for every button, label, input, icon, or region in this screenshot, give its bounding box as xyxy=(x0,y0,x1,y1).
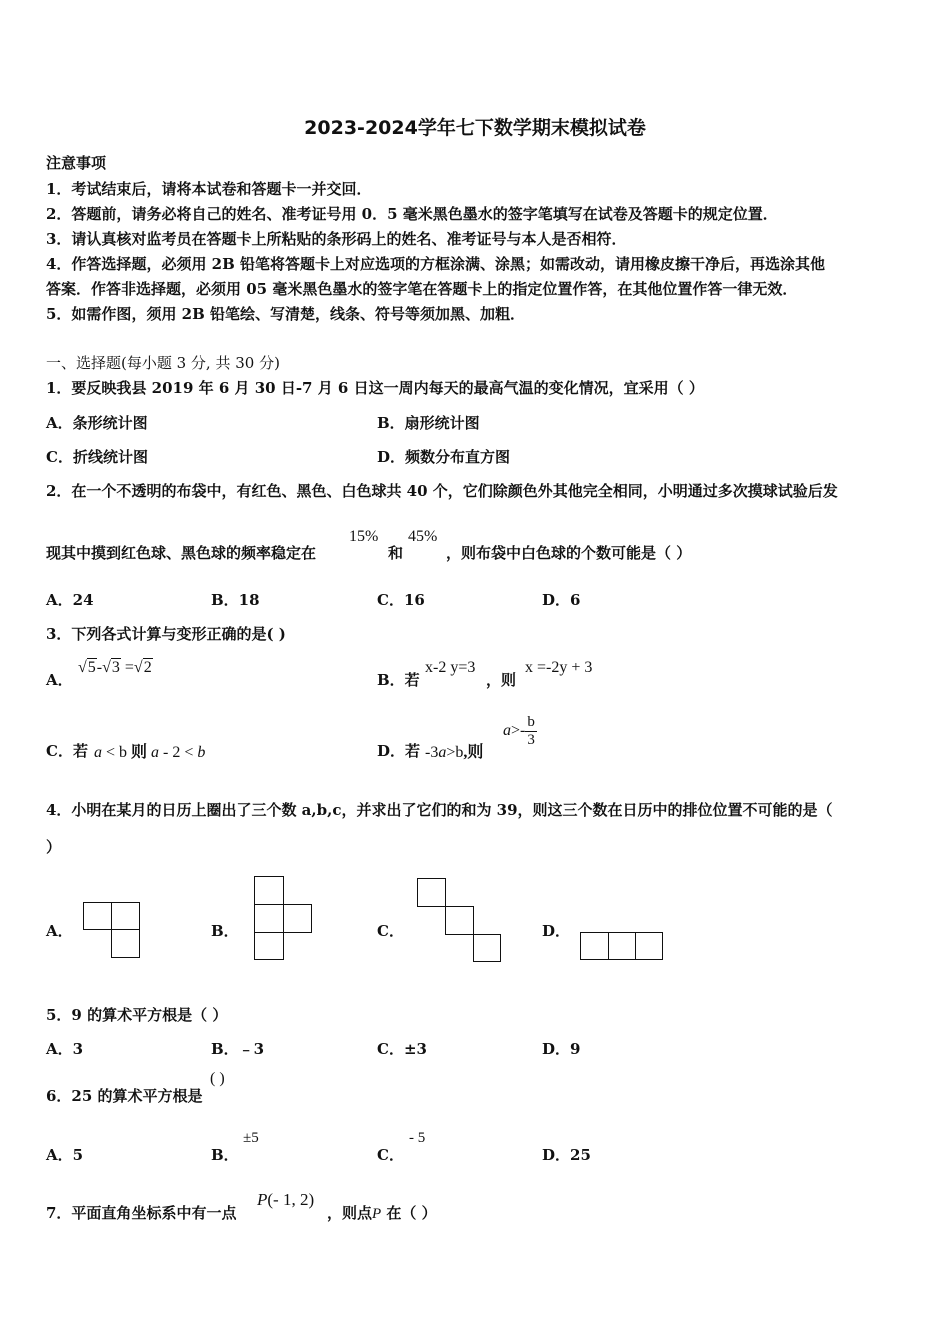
option-d: D．6 xyxy=(542,591,581,609)
option-a-label: A． xyxy=(46,922,73,940)
question-3-stem: 3．下列各式计算与变形正确的是( ) xyxy=(46,625,286,643)
option-b: B．18 xyxy=(211,591,260,609)
option-d: D．频数分布直方图 xyxy=(377,448,511,466)
option-d-label: D．若 xyxy=(377,742,421,760)
question-7-stem-rest: ，则点P 在（ ） xyxy=(327,1204,437,1222)
option-b-value: ±5 xyxy=(243,1130,259,1146)
option-d-label: D． xyxy=(542,922,571,940)
option-a-label: A． xyxy=(46,671,73,689)
option-b-label: B．若 xyxy=(377,671,420,689)
option-b: B．﹣3 xyxy=(211,1040,265,1058)
option-d-result: a>- $\frac{b}{3}$ xyxy=(503,714,535,748)
option-a: A．5 xyxy=(46,1146,84,1164)
option-d: D．9 xyxy=(542,1040,581,1058)
option-a-expression: √5-√3 =√2 xyxy=(78,659,152,676)
section-heading: 一、选择题(每小题 3 分, 共 30 分) xyxy=(46,354,280,372)
option-a: A．3 xyxy=(46,1040,84,1058)
option-d-condition: -3a>b,则 xyxy=(425,744,484,761)
frequency-red: 15% xyxy=(349,528,379,545)
option-b-result: x =-2y + 3 xyxy=(525,659,593,676)
option-c: C．±3 xyxy=(377,1040,427,1058)
notice-item: 答案．作答非选择题，必须用 05 毫米黑色墨水的签字笔在答题卡上的指定位置作答，在其他位置作答一律无效． xyxy=(46,280,798,298)
question-5-stem: 5．9 的算术平方根是（ ） xyxy=(46,1006,228,1024)
notice-item: 4．作答选择题，必须用 2B 铅笔将答题卡上对应选项的方框涂满、涂黑；如需改动，请用橡皮擦干净后，再选涂其他 xyxy=(46,255,826,273)
option-b-label: B． xyxy=(211,1146,239,1164)
question-6-stem: 6．25 的算术平方根是 xyxy=(46,1087,203,1105)
point-coordinates: P(- 1, 2) xyxy=(257,1190,315,1209)
frequency-black: 45% xyxy=(408,528,438,545)
question-6-paren: ( ) xyxy=(210,1070,225,1087)
question-2-stem-part1: 现其中摸到红色球、黑色球的频率稳定在 xyxy=(46,544,317,562)
option-c-expression: a < b 则 a - 2 < b xyxy=(94,744,206,761)
option-c-label: C． xyxy=(377,1146,404,1164)
question-2-stem-line1: 2．在一个不透明的布袋中，有红色、黑色、白色球共 40 个，它们除颜色外其他完全相同，小明通过多次摸球试验后发 xyxy=(46,482,838,500)
question-1-stem: 1．要反映我县 2019 年 6 月 30 日-7 月 6 日这一周内每天的最高气温的变化情况，宜采用（ ） xyxy=(46,379,704,397)
notice-item: 5．如需作图，须用 2B 铅笔绘、写清楚，线条、符号等须加黑、加粗． xyxy=(46,305,525,323)
page-title: 2023-2024学年七下数学期末模拟试卷 xyxy=(304,117,646,139)
option-c-label: C． xyxy=(377,922,404,940)
option-b-condition: x-2 y=3 xyxy=(425,659,476,676)
option-d: D．25 xyxy=(542,1146,591,1164)
notice-item: 2．答题前，请务必将自己的姓名、准考证号用 0．5 毫米黑色墨水的签字笔填写在试卷及答题卡的规定位置． xyxy=(46,205,778,223)
option-b-then: ，则 xyxy=(486,671,517,689)
question-2-stem-part2: ，则布袋中白色球的个数可能是（ ） xyxy=(446,544,692,562)
notice-heading: 注意事项 xyxy=(46,154,107,172)
notice-item: 3．请认真核对监考员在答题卡上所粘贴的条形码上的姓名、准考证号与本人是否相符． xyxy=(46,230,627,248)
question-7-stem: 7．平面直角坐标系中有一点 xyxy=(46,1204,237,1222)
option-b: B．扇形统计图 xyxy=(377,414,480,432)
question-4-stem-line1: 4．小明在某月的日历上圈出了三个数 a,b,c，并求出了它们的和为 39，则这三个数在日历中的排位位置不可能的是（ xyxy=(46,801,833,819)
option-c: C．16 xyxy=(377,591,425,609)
question-4-stem-line2: ） xyxy=(46,838,62,856)
option-a: A．24 xyxy=(46,591,94,609)
option-a: A．条形统计图 xyxy=(46,414,148,432)
question-2-and: 和 xyxy=(388,544,404,562)
option-c: C．折线统计图 xyxy=(46,448,148,466)
option-c-label: C．若 xyxy=(46,742,88,760)
option-b-label: B． xyxy=(211,922,239,940)
option-c-value: - 5 xyxy=(409,1130,426,1146)
notice-item: 1．考试结束后，请将本试卷和答题卡一并交回． xyxy=(46,180,372,198)
